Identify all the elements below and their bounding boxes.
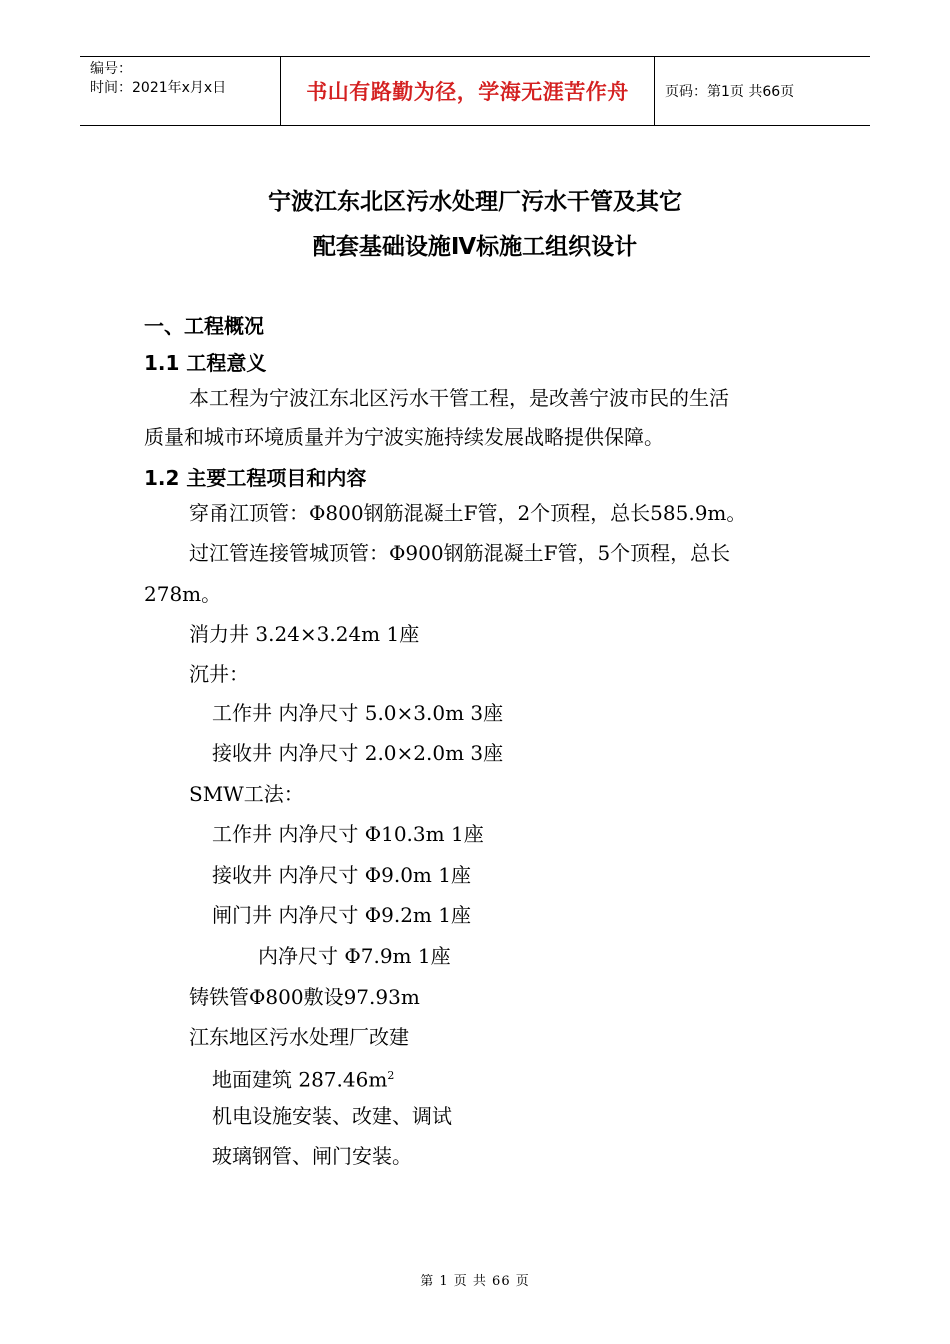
smw-gate-well: 闸门井 内净尺寸 Φ9.2m 1座 (212, 903, 471, 927)
section-heading-overview: 一、工程概况 (144, 314, 264, 338)
serial-number-label: 编号： (90, 61, 132, 77)
item-mechanical-installation: 机电设施安装、改建、调试 (212, 1104, 452, 1128)
time-label: 时间：2021年x月x日 (90, 80, 227, 96)
paragraph-significance-line-2: 质量和城市环境质量并为宁波实施持续发展战略提供保障。 (144, 425, 664, 449)
caisson-label: 沉井： (189, 662, 249, 686)
section-heading-main-items: 1.2 主要工程项目和内容 (144, 466, 367, 490)
smw-method-label: SMW工法： (189, 782, 304, 806)
header-meta (80, 57, 281, 125)
ground-building-text: 地面建筑 287.46m (212, 1067, 388, 1092)
caisson-working-well: 工作井 内净尺寸 5.0×3.0m 3座 (212, 701, 504, 725)
smw-extra-well: 内净尺寸 Φ7.9m 1座 (258, 944, 451, 968)
smw-working-well: 工作井 内净尺寸 Φ10.3m 1座 (212, 822, 484, 846)
item-energy-dissipation-well: 消力井 3.24×3.24m 1座 (189, 622, 420, 646)
header-motto: 书山有路勤为径，学海无涯苦作舟 (281, 57, 655, 125)
area-superscript: 2 (387, 1069, 395, 1082)
item-plant-renovation: 江东地区污水处理厂改建 (189, 1025, 409, 1049)
header-page-info: 页码：第1页 共66页 (665, 84, 795, 100)
paragraph-significance-line-1: 本工程为宁波江东北区污水干管工程，是改善宁波市民的生活 (189, 386, 729, 410)
item-ground-building (212, 1064, 394, 1092)
page-footer: 第 1 页 共 66 页 (420, 1274, 530, 1289)
document-title-line-1: 宁波江东北区污水处理厂污水干管及其它 (268, 189, 682, 215)
page-header (80, 56, 870, 126)
item-cast-iron-pipe: 铸铁管Φ800敷设97.93m (189, 985, 420, 1009)
item-jacking-pipe-2-line-1: 过江管连接管城顶管：Φ900钢筋混凝土F管，5个顶程，总长 (189, 541, 731, 565)
caisson-receiving-well: 接收井 内净尺寸 2.0×2.0m 3座 (212, 741, 504, 765)
document-title-line-2: 配套基础设施Ⅳ标施工组织设计 (312, 234, 638, 260)
smw-receiving-well: 接收井 内净尺寸 Φ9.0m 1座 (212, 863, 471, 887)
item-jacking-pipe-1: 穿甬江顶管：Φ800钢筋混凝土F管，2个顶程，总长585.9m。 (189, 501, 747, 525)
item-jacking-pipe-2-line-2: 278m。 (144, 582, 222, 606)
item-frp-pipe-gate: 玻璃钢管、闸门安装。 (212, 1144, 412, 1168)
section-heading-significance: 1.1 工程意义 (144, 351, 267, 375)
